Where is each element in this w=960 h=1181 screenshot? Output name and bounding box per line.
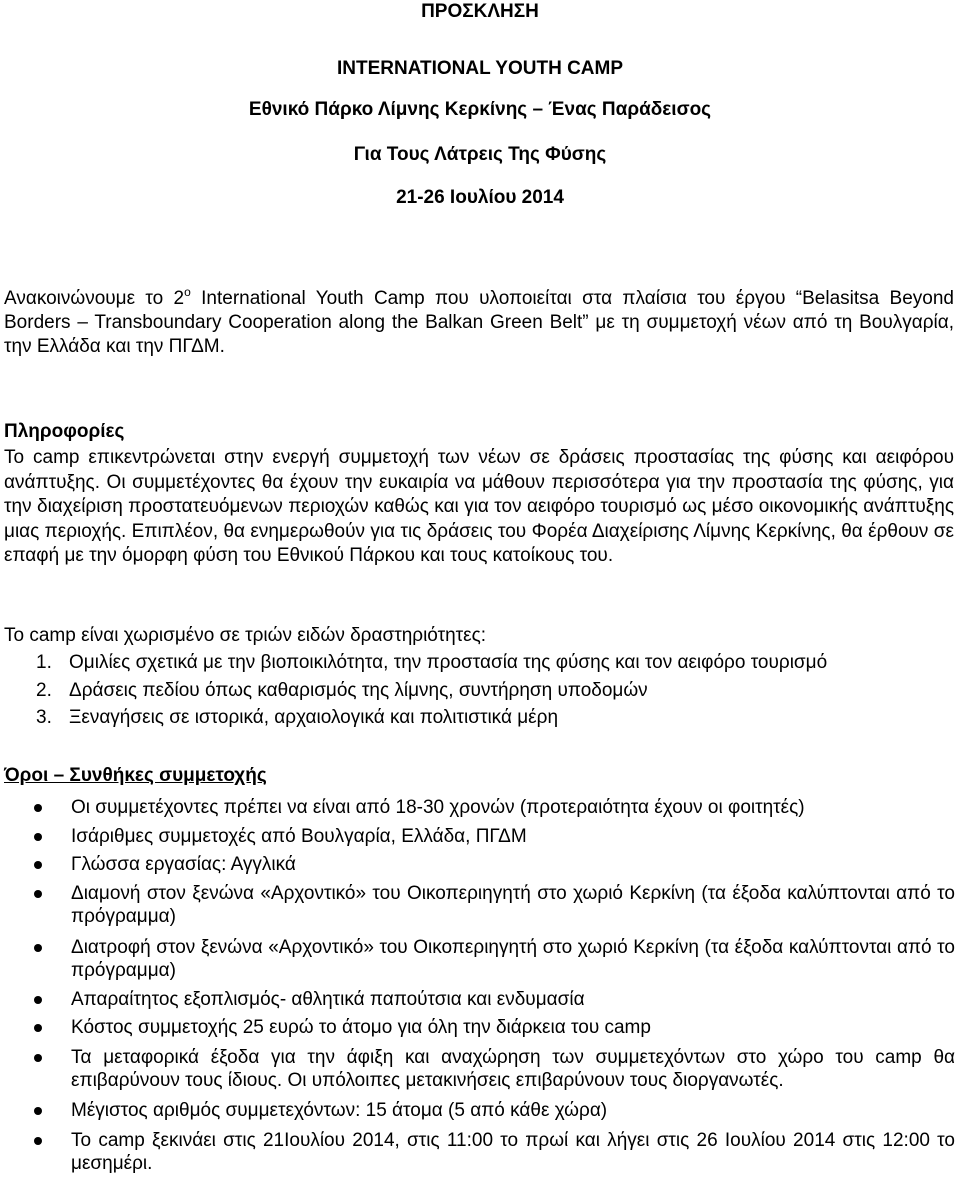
bullet-text: Απαραίτητος εξοπλισμός- αθλητικά παπούτσια και ενδυμασία: [71, 989, 585, 1010]
bullet-dot: [34, 833, 42, 841]
bullet-dot: [34, 944, 42, 952]
bullet-text: Μέγιστος αριθμός συμμετεχόντων: 15 άτομα (5 από κάθε χώρα): [71, 1100, 608, 1121]
subtitle-line-2: Για Τους Λάτρεις Της Φύσης: [353, 144, 607, 165]
terms-heading: Όροι – Συνθήκες συμμετοχής: [4, 765, 267, 786]
bullet-text: Κόστος συμμετοχής 25 ευρώ το άτομο για όλη την διάρκεια του camp: [71, 1017, 651, 1038]
info-heading: Πληροφορίες: [4, 421, 125, 442]
bullet-text: Τα μεταφορικά έξοδα για την άφιξη και αναχώρηση των συμμετεχόντων στο χώρο του camp θα επιβαρύνουν τους ίδιους. Οι υπόλοιπες μετακινήσεις επιβαρύνουν τους διοργανωτές.: [71, 1047, 955, 1091]
bullet-text: Διατροφή στον ξενώνα «Αρχοντικό» του Οικοπεριηγητή στο χωριό Κερκίνη (τα έξοδα καλύπτονται από το πρόγραμμα): [71, 937, 955, 981]
bullet-dot: [34, 1107, 42, 1115]
ordinal-superscript: ο: [184, 285, 191, 299]
bullet-text: Ισάριθμες συμμετοχές από Βουλγαρία, Ελλάδα, ΠΓΔΜ: [71, 826, 527, 847]
event-dates: 21-26 Ιουλίου 2014: [396, 187, 564, 208]
bullet-text: Διαμονή στον ξενώνα «Αρχοντικό» του Οικοπεριηγητή στο χωριό Κερκίνη (τα έξοδα καλύπτονται από το πρόγραμμα): [71, 883, 955, 927]
bullet-dot: [34, 1137, 42, 1145]
bullet-dot: [34, 1054, 42, 1062]
intro-part-1: Ανακοινώνουμε το 2: [4, 288, 185, 309]
bullet-text: Οι συμμετέχοντες πρέπει να είναι από 18-30 χρονών (προτεραιότητα έχουν οι φοιτητές): [71, 797, 805, 818]
activities-intro: Το camp είναι χωρισμένο σε τριών ειδών δραστηριότητες:: [4, 625, 487, 646]
list-item-number: 1.: [36, 652, 52, 673]
bullet-dot: [34, 861, 42, 869]
camp-title: INTERNATIONAL YOUTH CAMP: [336, 58, 624, 79]
bullet-text: Γλώσσα εργασίας: Αγγλικά: [71, 854, 296, 875]
subtitle-line-1: Εθνικό Πάρκο Λίμνης Κερκίνης – Ένας Παράδεισος: [248, 99, 712, 120]
bullet-dot: [34, 1024, 42, 1032]
bullet-dot: [34, 804, 42, 812]
list-item-text: Ομιλίες σχετικά με την βιοποικιλότητα, την προστασία της φύσης και τον αειφόρο τουρισμό: [69, 652, 828, 673]
intro-paragraph: [4, 287, 954, 359]
list-item-text: Δράσεις πεδίου όπως καθαρισμός της λίμνης, συντήρηση υποδομών: [69, 680, 648, 701]
intro-part-2: International Youth Camp που υλοποιείται στα πλαίσια του έργου “Belasitsa Beyond Borders – Transboundary Cooperation along the Balkan Green Belt” με τη συμμετοχή νέων από τη Βουλγαρία, την Ελλάδα και την ΠΓΔΜ.: [4, 288, 954, 357]
list-item-number: 2.: [36, 680, 52, 701]
list-item-text: Ξεναγήσεις σε ιστορικά, αρχαιολογικά και πολιτιστικά μέρη: [69, 707, 559, 728]
bullet-dot: [34, 996, 42, 1004]
bullet-dot: [34, 890, 42, 898]
info-paragraph: Το camp επικεντρώνεται στην ενεργή συμμετοχή των νέων σε δράσεις προστασίας της φύσης και αειφόρου ανάπτυξης. Οι συμμετέχοντες θα έχουν την ευκαιρία να μάθουν περισσότερα για την προστασία της φύσης, για την διαχείριση προστατευόμενων περιοχών καθώς και για τον αειφόρο τουρισμό ως μέσο οικονομικής ανάπτυξης μιας περιοχής. Επιπλέον, θα ενημερωθούν για τις δράσεις του Φορέα Διαχείρισης Λίμνης Κερκίνης, θα έρθουν σε επαφή με την όμορφη φύση του Εθνικού Πάρκου και τους κατοίκους του.: [4, 447, 954, 566]
invitation-title: ΠΡΟΣΚΛΗΣΗ: [421, 1, 539, 22]
list-item-number: 3.: [36, 707, 52, 728]
bullet-text: Το camp ξεκινάει στις 21Ιουλίου 2014, στις 11:00 το πρωί και λήγει στις 26 Ιουλίου 2014 στις 12:00 το μεσημέρι.: [71, 1130, 955, 1174]
